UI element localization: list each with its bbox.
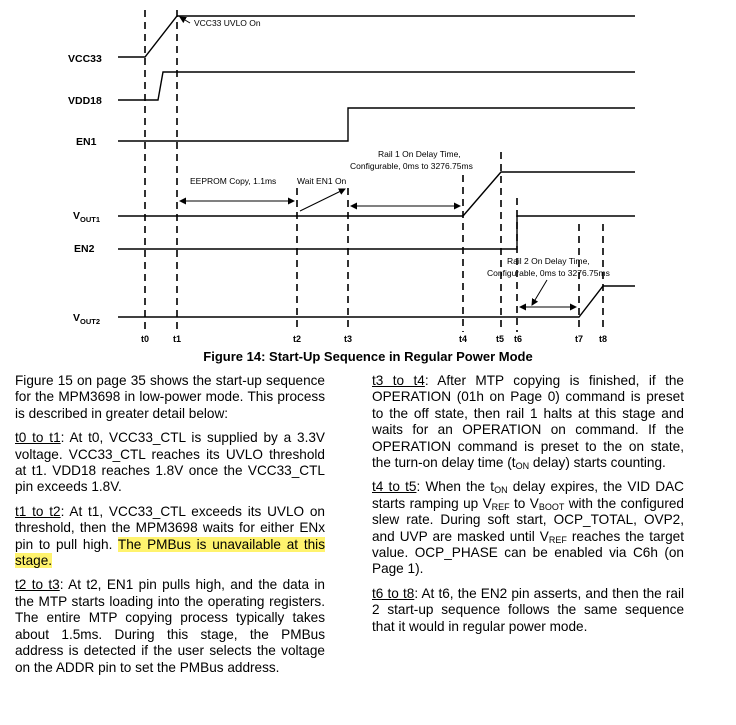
annotation-eeprom: EEPROM Copy, 1.1ms <box>190 176 277 186</box>
waveform-vout2 <box>118 286 635 317</box>
tick-t7: t7 <box>574 334 584 344</box>
heading-t1-t2: t1 to t2 <box>15 503 61 519</box>
tick-t1: t1 <box>172 334 182 344</box>
tick-t4: t4 <box>458 334 468 344</box>
left-column <box>15 373 325 684</box>
paragraph-t2-t3: t2 to t3: At t2, EN1 pin pulls high, and the data in the MTP starts loading into the operating registers. The entire MTP copying process typically takes about 1.5ms. During this stage, the PMBus address is detected if the user selects the voltage on the ADDR pin to set the PMBus address. <box>15 577 325 675</box>
annotation-rail2-line2: Configurable, 0ms to 3276.75ms <box>487 268 610 278</box>
heading-t4-t5: t4 to t5 <box>372 479 417 495</box>
signal-label-vcc33: VCC33 <box>68 53 102 65</box>
signal-label-vdd18: VDD18 <box>68 95 102 107</box>
tick-t8: t8 <box>598 334 608 344</box>
paragraph-t6-t8: t6 to t8: At t6, the EN2 pin asserts, and then the rail 2 start-up sequence follows the same sequence that it would in regular power mode. <box>372 585 684 634</box>
annotation-rail2-line1: Rail 2 On Delay Time, <box>507 256 590 266</box>
heading-t2-t3: t2 to t3 <box>15 577 60 593</box>
annotation-uvlo: VCC33 UVLO On <box>194 18 261 28</box>
heading-t3-t4: t3 to t4 <box>372 373 425 388</box>
signal-label-vout2: $V_{OUT2}$ <box>73 312 101 326</box>
paragraph-t1-t2: t1 to t2: At t1, VCC33_CTL exceeds its UVLO on threshold, then the MPM3698 waits for either ENx pin to pull high. The PMBus is unavailable at this stage. <box>15 503 325 569</box>
annotation-wait-en1: Wait EN1 On <box>297 176 347 186</box>
arrow-wait-en1 <box>300 189 345 211</box>
tick-t3: t3 <box>343 334 353 344</box>
signal-label-en2: EN2 <box>74 243 95 255</box>
waveform-en2 <box>118 216 635 249</box>
tick-t6: t6 <box>513 334 523 344</box>
annotation-rail1-line1: Rail 1 On Delay Time, <box>378 149 461 159</box>
signal-label-en1: EN1 <box>76 136 97 148</box>
arrow-uvlo <box>180 17 190 23</box>
tick-t2: t2 <box>292 334 302 344</box>
paragraph-t0-t1: t0 to t1: At t0, VCC33_CTL is supplied by a 3.3V voltage. VCC33_CTL reaches its UVLO threshold at t1. VDD18 reaches 1.8V once the VCC33_CTL pin exceeds 1.8V. <box>15 430 325 495</box>
arrow-rail2-label <box>532 280 547 305</box>
annotation-rail1-line2: Configurable, 0ms to 3276.75ms <box>350 161 473 171</box>
intro-paragraph: Figure 15 on page 35 shows the start-up sequence for the MPM3698 in low-power mode. This process is described in greater detail below: <box>15 373 325 421</box>
right-column <box>372 373 684 643</box>
figure-caption: Figure 14: Start-Up Sequence in Regular Power Mode <box>203 349 533 364</box>
signal-label-vout1: $V_{OUT1}$ <box>73 210 101 224</box>
waveform-vdd18 <box>118 72 635 100</box>
tick-t0: t0 <box>140 334 150 344</box>
tick-t5: t5 <box>495 334 505 344</box>
timing-diagram <box>0 0 736 345</box>
paragraph-t4-t5: t4 to t5: When the $t_{ON}$ delay expires, the VID DAC starts ramping up $V_{REF}$ to $V_{BOOT}$ with the configured slew rate. During soft start, OCP_TOTAL, OVP2, and UVP are masked until $V_{REF}$ reaches the target value. OCP_PHASE can be enabled via C6h (on Page 1). <box>372 479 684 577</box>
heading-t0-t1: t0 to t1 <box>15 430 61 446</box>
paragraph-t3-t4: t3 to t4: After MTP copying is finished, if the OPERATION (01h on Page 0) command is preset to the off state, then rail 1 halts at this stage and waits for an OPERATION on command. If the OPERATION command is preset to the on state, the turn-on delay time ($t_{ON}$ delay) starts counting. <box>372 373 684 472</box>
heading-t6-t8: t6 to t8 <box>372 585 415 601</box>
highlighted-text: The PMBus is unavailable at this stage. <box>15 536 325 569</box>
waveform-en1 <box>118 108 635 141</box>
